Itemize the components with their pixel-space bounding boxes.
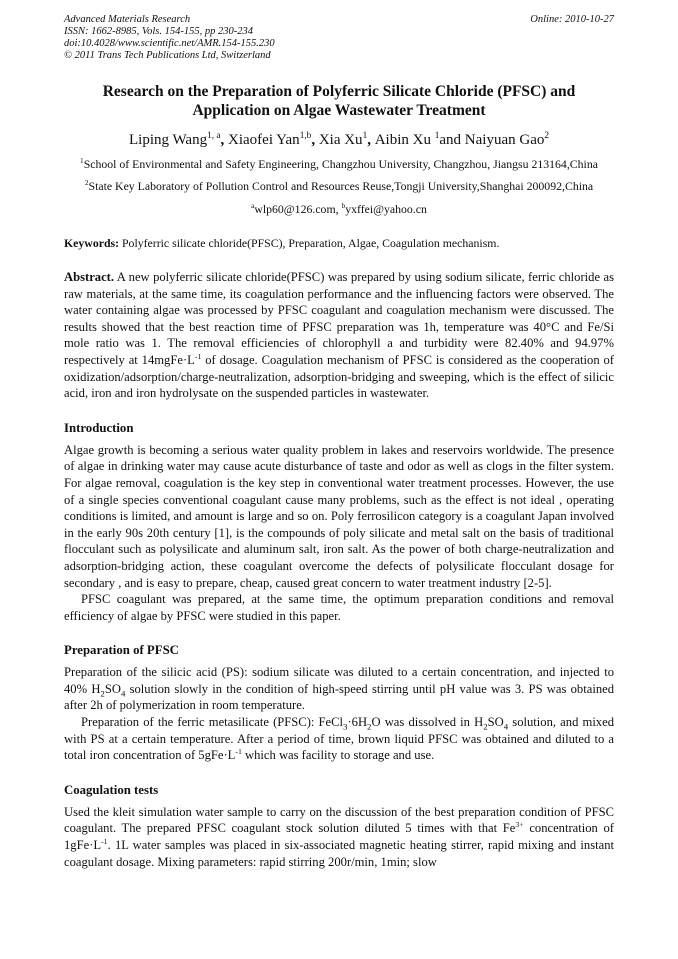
paper-page bbox=[64, 14, 614, 870]
text-run: solution, and mixed with PS at a certain temperature. After a period of time, brown liquid PFSC was obtained and diluted to a total iron concentration of 5gFe·L bbox=[64, 715, 614, 763]
author-separator: , bbox=[220, 132, 229, 148]
preparation-paragraph-2 bbox=[64, 714, 614, 764]
author-list bbox=[64, 131, 614, 150]
abstract bbox=[64, 269, 614, 402]
author-affil-sup: 2 bbox=[544, 131, 550, 141]
text-run: which was facility to storage and use. bbox=[241, 748, 435, 763]
copyright-line: © 2011 Trans Tech Publications Ltd, Switzerland bbox=[64, 50, 271, 61]
journal-name: Advanced Materials Research bbox=[64, 14, 191, 25]
unit-sup: -1 bbox=[101, 836, 108, 846]
section-heading-preparation: Preparation of PFSC bbox=[64, 643, 179, 658]
author-affil-sup: 1,b bbox=[299, 131, 312, 141]
affiliation-sup: 1 bbox=[80, 156, 84, 166]
text-run: concentration of 1gFe·L bbox=[64, 821, 614, 853]
chem-sub: 2 bbox=[100, 688, 105, 699]
chem-sub: 2 bbox=[483, 721, 488, 732]
text-run: . 1L water samples was placed in six-associated magnetic heating stirrer, rapid mixing and instant coagulant dosage. Mixing parameters: rapid stirring 200r/min, 1min; slow bbox=[64, 838, 614, 869]
author-name: Xiaofei Yan bbox=[228, 132, 300, 148]
intro-paragraph-1: Algae growth is becoming a serious water quality problem in lakes and reservoirs worldwide. The presence of algae in drinking water may cause acute disturbance of taste and odor as well as clogs in the filter system. For algae removal, coagulation is the key step in conventional water treatment processes. However, the use of a single species conventional coagulant cause many problems, such as the effect is not ideal , operating conditions is limited, and amount is large and so on. Poly ferrosilicon category is a coagulant Japan involved in the early 90s 20th century [1], is the compounds of poly silicate and metal salt on the basis of traditional flocculant such as polysilicate and aluminum salt, iron salt. As the power of both charge-neutralization and adsorption-bridging action, these coagulant overcome the defects of polysilicate flocculant dosage for secondary , and is easy to prepare, cheap, caused great concern to water treatment industry [2-5]. bbox=[64, 442, 614, 590]
author-affil-sup: 1, a bbox=[207, 131, 221, 141]
text-run: solution slowly in the condition of high-speed stirring until pH value was 3. PS was obtained after 2h of polymerization in room temperature. bbox=[64, 681, 615, 713]
author-separator: and bbox=[439, 132, 465, 148]
author-separator: , bbox=[367, 132, 375, 148]
keywords bbox=[64, 236, 614, 251]
coagulation-paragraph-1 bbox=[64, 804, 614, 870]
author-affil-sup: 1 bbox=[434, 131, 440, 141]
section-heading-coagulation: Coagulation tests bbox=[64, 782, 159, 797]
paper-title bbox=[64, 82, 614, 120]
email-b[interactable]: yxffei@yahoo.cn bbox=[345, 202, 427, 216]
affiliation-sup: 2 bbox=[84, 178, 89, 188]
affiliation-text: School of Environmental and Safety Engineering, Changzhou University, Changzhou, Jiangsu 213164,China bbox=[83, 157, 598, 171]
text-run: ·6H bbox=[347, 715, 368, 730]
text-run: O was dissolved in H bbox=[371, 715, 484, 730]
text-run: SO bbox=[104, 681, 121, 696]
author-affil-sup: 1 bbox=[362, 131, 368, 141]
title-line-2: Application on Algae Wastewater Treatment bbox=[192, 102, 486, 119]
affiliation-text: State Key Laboratory of Pollution Control and Resources Reuse,Tongji University,Shanghai 200092,China bbox=[88, 179, 594, 193]
author-name: Liping Wang bbox=[128, 132, 208, 148]
unit-sup: -1 bbox=[194, 351, 202, 361]
author-name: Xia Xu bbox=[318, 132, 363, 148]
unit-sup: -1 bbox=[235, 747, 242, 757]
section-heading-introduction: Introduction bbox=[64, 420, 134, 435]
issn-line: ISSN: 1662-8985, Vols. 154-155, pp 230-234 bbox=[64, 26, 253, 37]
online-date: Online: 2010-10-27 bbox=[530, 14, 614, 25]
author-separator: , bbox=[311, 132, 319, 148]
chem-sub: 3 bbox=[343, 721, 348, 732]
abstract-label: Abstract. bbox=[64, 270, 115, 284]
author-name: Aibin Xu bbox=[374, 132, 435, 148]
intro-paragraph-2: PFSC coagulant was prepared, at the same time, the optimum preparation conditions and removal efficiency of algae by PFSC were studied in this paper. bbox=[64, 592, 614, 623]
journal-header bbox=[64, 14, 614, 62]
abstract-text: A new polyferric silicate chloride(PFSC) was prepared by using sodium silicate, ferric chloride as raw materials, at the same time, its coagulation performance and the influencing factors were observed. The water containing algae was processed by PFSC coagulant and coagulation mechanism were discussed. The results showed that the best reaction time of PFSC preparation was 1h, temperature was 40°C and Fe/Si mole ratio was 1. The removal efficiencies of chlorophyll a and turbidity were 82.40% and 94.97% respectively at 14mgFe·L bbox=[64, 270, 614, 367]
email-sup: b bbox=[341, 201, 346, 211]
preparation-paragraph-1 bbox=[64, 664, 614, 714]
doi-line: doi:10.4028/www.scientific.net/AMR.154-155.230 bbox=[64, 38, 275, 49]
title-line-1: Research on the Preparation of Polyferric Silicate Chloride (PFSC) and bbox=[102, 83, 576, 100]
text-run: Used the kleit simulation water sample to carry on the discussion of the best preparation condition of PFSC coagulant. The prepared PFSC coagulant stock solution diluted 5 times with that Fe bbox=[64, 804, 614, 836]
email-a[interactable]: wlp60@126.com, bbox=[254, 202, 342, 216]
text-run: Preparation of the ferric metasilicate (PFSC): FeCl bbox=[81, 715, 344, 730]
chem-sub: 2 bbox=[367, 721, 372, 732]
affiliation-1 bbox=[64, 157, 614, 172]
author-name: Naiyuan Gao bbox=[464, 132, 545, 148]
author-emails bbox=[64, 202, 614, 217]
text-run: Preparation of the silicic acid (PS): sodium silicate was diluted to a certain concentration, and injected to 40% H bbox=[64, 665, 614, 696]
keywords-label: Keywords: bbox=[64, 236, 120, 250]
ion-sup: 3+ bbox=[515, 820, 524, 830]
keywords-text: Polyferric silicate chloride(PFSC), Preparation, Algae, Coagulation mechanism. bbox=[119, 236, 500, 250]
affiliation-2 bbox=[64, 179, 614, 194]
chem-sub: 4 bbox=[503, 721, 509, 732]
text-run: SO bbox=[487, 715, 504, 730]
chem-sub: 4 bbox=[120, 688, 126, 699]
abstract-text: of dosage. Coagulation mechanism of PFSC is considered as the cooperation of oxidization/adsorption/charge-neutralization, adsorption-bridging and sweeping, which is the effect of silicic acid, iron and iron hydrolysate on the suspended particles in wastewater. bbox=[64, 352, 614, 401]
email-sup: a bbox=[251, 201, 255, 211]
